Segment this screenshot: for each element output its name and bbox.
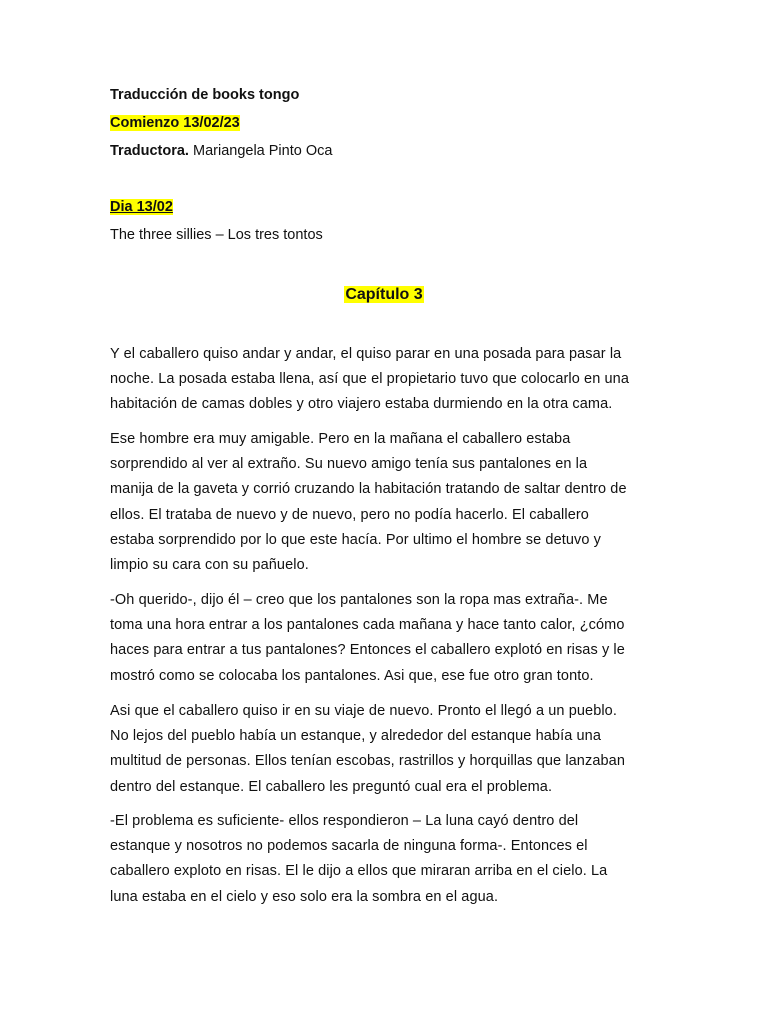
chapter-title: Capítulo 3 <box>345 286 423 303</box>
translator-line <box>110 142 332 160</box>
paragraph-line: ellos. El trataba de nuevo y de nuevo, pero no podía hacerlo. El caballero <box>110 506 589 523</box>
paragraph-line: estaba sorprendido por lo que este hacía. Por ultimo el hombre se detuvo y <box>110 531 602 548</box>
paragraph-line: noche. La posada estaba llena, así que el propietario tuvo que colocarlo en una <box>110 371 629 388</box>
translator-label: Traductora. <box>110 143 189 159</box>
paragraph-3 <box>110 588 658 689</box>
paragraph-line: -Oh querido-, dijo él – creo que los pantalones son la ropa mas extraña-. Me <box>110 592 608 608</box>
paragraph-line: limpio su cara con su pañuelo. <box>110 557 309 574</box>
paragraph-4 <box>110 699 658 800</box>
paragraph-1 <box>110 342 658 418</box>
paragraph-line: luna estaba en el cielo y eso solo era la sombra en el agua. <box>110 888 499 905</box>
story-title: The three sillies – Los tres tontos <box>110 227 323 243</box>
document-title: Traducción de books tongo <box>110 87 300 103</box>
paragraph-line: multitud de personas. Ellos tenían escobas, rastrillos y horquillas que lanzaban <box>110 753 625 770</box>
paragraph-line: -El problema es suficiente- ellos respondieron – La luna cayó dentro del <box>110 813 579 829</box>
paragraph-2 <box>110 427 658 578</box>
day-label: Dia 13/02 <box>110 199 173 215</box>
paragraph-line: toma una hora entrar a los pantalones cada mañana y hace tanto calor, ¿cómo <box>110 617 625 634</box>
paragraph-line: No lejos del pueblo había un estanque, y alrededor del estanque había una <box>110 728 602 745</box>
chapter-heading <box>110 285 658 305</box>
paragraph-line: dentro del estanque. El caballero les preguntó cual era el problema. <box>110 778 553 795</box>
paragraph-line: haces para entrar a tus pantalones? Entonces el caballero explotó en risas y le <box>110 642 625 659</box>
paragraph-line: manija de la gaveta y corrió cruzando la habitación tratando de saltar dentro de <box>110 481 627 498</box>
day-line <box>110 198 173 216</box>
paragraph-line: Asi que el caballero quiso ir en su viaje de nuevo. Pronto el llegó a un pueblo. <box>110 703 617 719</box>
paragraph-line: mostró como se colocaba los pantalones. Asi que, ese fue otro gran tonto. <box>110 667 594 684</box>
paragraph-line: caballero exploto en risas. El le dijo a ellos que miraran arriba en el cielo. La <box>110 863 608 880</box>
start-date-line <box>110 114 240 132</box>
paragraph-line: sorprendido al ver al extraño. Su nuevo amigo tenía sus pantalones en la <box>110 456 588 473</box>
paragraph-5 <box>110 809 658 910</box>
start-date-highlight: Comienzo 13/02/23 <box>110 115 240 131</box>
paragraph-line: estanque y nosotros no podemos sacarla de ninguna forma-. Entonces el <box>110 838 588 855</box>
paragraph-line: habitación de camas dobles y otro viajero estaba durmiendo en la otra cama. <box>110 396 613 413</box>
paragraph-line: Ese hombre era muy amigable. Pero en la mañana el caballero estaba <box>110 431 571 447</box>
paragraph-line: Y el caballero quiso andar y andar, el quiso parar en una posada para pasar la <box>110 346 622 362</box>
translator-name: Mariangela Pinto Oca <box>188 143 333 159</box>
